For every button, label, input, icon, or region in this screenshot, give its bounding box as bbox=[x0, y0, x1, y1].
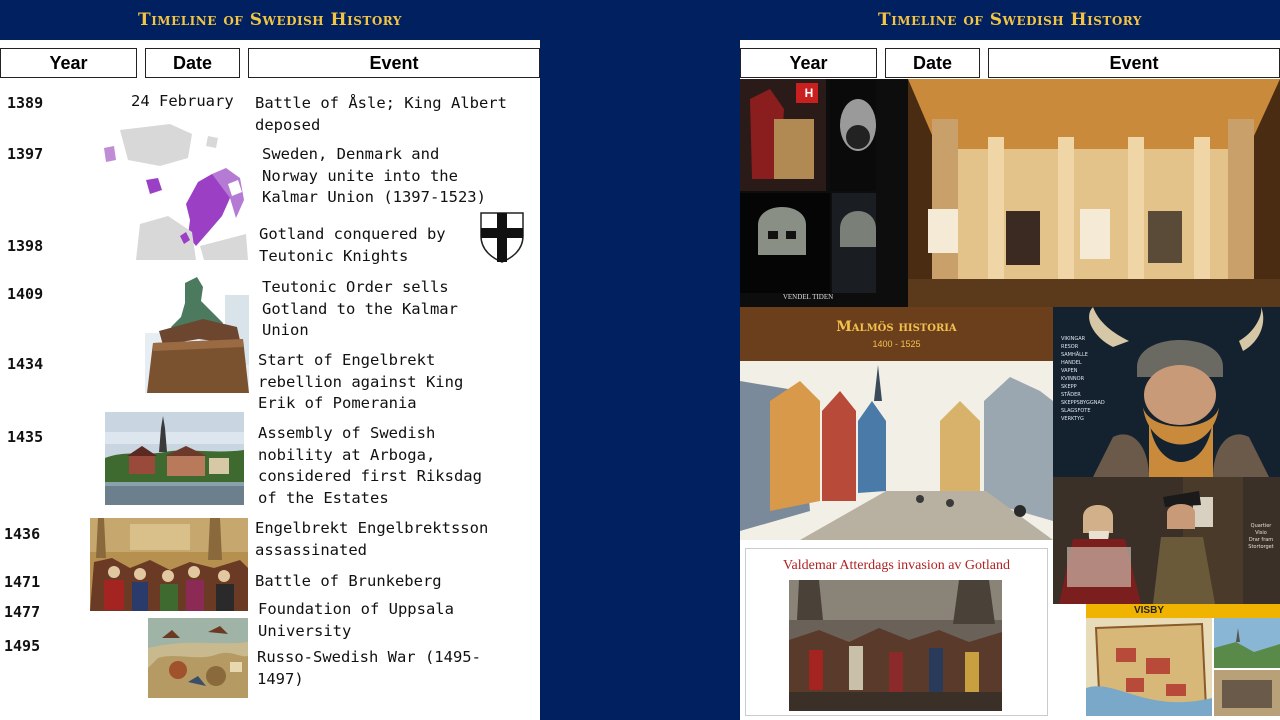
museum-badge: H bbox=[804, 86, 814, 100]
viking-topic: VAPEN bbox=[1061, 368, 1078, 374]
market-note-line: Visio bbox=[1255, 530, 1267, 536]
viking-topic: SAMHÄLLE bbox=[1061, 352, 1088, 358]
viking-topic: VERKTYG bbox=[1061, 416, 1084, 422]
event-1477: Foundation of Uppsala University bbox=[258, 600, 454, 640]
museum-hall-image bbox=[908, 79, 1280, 307]
year-1389: 1389 bbox=[7, 94, 44, 112]
viking-topic: SKEPPSBYGGNAD bbox=[1061, 400, 1105, 406]
visby-title: VISBY bbox=[1133, 605, 1164, 616]
viking-topic: SKEPP bbox=[1061, 384, 1077, 390]
market-note bbox=[1243, 523, 1279, 551]
year-1435: 1435 bbox=[7, 428, 44, 446]
year-1477: 1477 bbox=[4, 603, 41, 621]
viking-topic: KVINNOR bbox=[1061, 376, 1085, 382]
viking-topic: HANDEL bbox=[1061, 360, 1082, 366]
header-year-right: Year bbox=[740, 48, 877, 78]
viking-topic: RESOR bbox=[1061, 344, 1079, 350]
year-1495: 1495 bbox=[4, 637, 41, 655]
teutonic-order-shield-icon bbox=[478, 210, 526, 264]
visby-card bbox=[1086, 604, 1280, 716]
medieval-map-image bbox=[148, 618, 248, 698]
market-note-line: Stortorget bbox=[1248, 544, 1274, 550]
event-1436: Engelbrekt Engelbrektsson assassinated bbox=[255, 519, 489, 559]
kalmar-union-map-image bbox=[100, 120, 248, 260]
valdemar-invasion-card bbox=[745, 548, 1048, 716]
event-1435: Assembly of Swedish nobility at Arboga, considered first Riksdag of the Estates bbox=[258, 424, 482, 507]
arboga-town-image bbox=[105, 412, 244, 505]
malmo-years: 1400 - 1525 bbox=[872, 339, 921, 349]
collage-panel-right bbox=[740, 0, 1280, 720]
vendel-caption: VENDEL TIDEN bbox=[782, 293, 834, 301]
slide-title: Timeline of Swedish History bbox=[0, 0, 540, 40]
event-1495: Russo-Swedish War (1495- 1497) bbox=[257, 648, 481, 688]
date-1389: 24 February bbox=[131, 92, 234, 110]
year-1397: 1397 bbox=[7, 145, 44, 163]
viking-topic: STÄDER bbox=[1061, 392, 1081, 398]
header-event: Event bbox=[248, 48, 540, 78]
header-event-right: Event bbox=[988, 48, 1280, 78]
viking-heading: VIKINGAR bbox=[1061, 336, 1086, 342]
valdemar-title: Valdemar Atterdags invasion av Gotland bbox=[782, 558, 1011, 573]
header-year: Year bbox=[0, 48, 137, 78]
medieval-market-image bbox=[1053, 477, 1280, 604]
viking-portrait-image bbox=[1053, 307, 1280, 477]
malmo-history-card bbox=[740, 307, 1053, 540]
slide-title-right: Timeline of Swedish History bbox=[740, 0, 1280, 40]
year-1434: 1434 bbox=[7, 355, 44, 373]
header-date: Date bbox=[145, 48, 240, 78]
header-date-right: Date bbox=[885, 48, 980, 78]
year-1409: 1409 bbox=[7, 285, 44, 303]
timeline-panel-left bbox=[0, 0, 540, 720]
market-note-line: Drar fram bbox=[1248, 537, 1274, 543]
viking-topic-list bbox=[1061, 335, 1105, 423]
event-1434: Start of Engelbrekt rebellion against King Erik of Pomerania bbox=[258, 351, 464, 412]
event-1398: Gotland conquered by Teutonic Knights bbox=[259, 225, 446, 265]
event-1471: Battle of Brunkeberg bbox=[255, 572, 442, 590]
engelbrekt-assassination-painting bbox=[90, 518, 248, 611]
vendel-museum-collage-image bbox=[740, 79, 908, 307]
viking-topic: SLAGSFOTE bbox=[1061, 408, 1091, 414]
event-1397: Sweden, Denmark and Norway unite into the Kalmar Union (1397-1523) bbox=[262, 145, 486, 206]
year-1398: 1398 bbox=[7, 237, 44, 255]
year-1436: 1436 bbox=[4, 525, 41, 543]
engelbrekt-statue-image bbox=[145, 275, 249, 393]
malmo-title: Malmös historia bbox=[836, 319, 957, 335]
event-1389: Battle of Åsle; King Albert deposed bbox=[255, 94, 507, 134]
year-1471: 1471 bbox=[4, 573, 41, 591]
market-note-line: Quartier bbox=[1250, 523, 1272, 529]
event-1409: Teutonic Order sells Gotland to the Kalmar Union bbox=[262, 278, 458, 339]
